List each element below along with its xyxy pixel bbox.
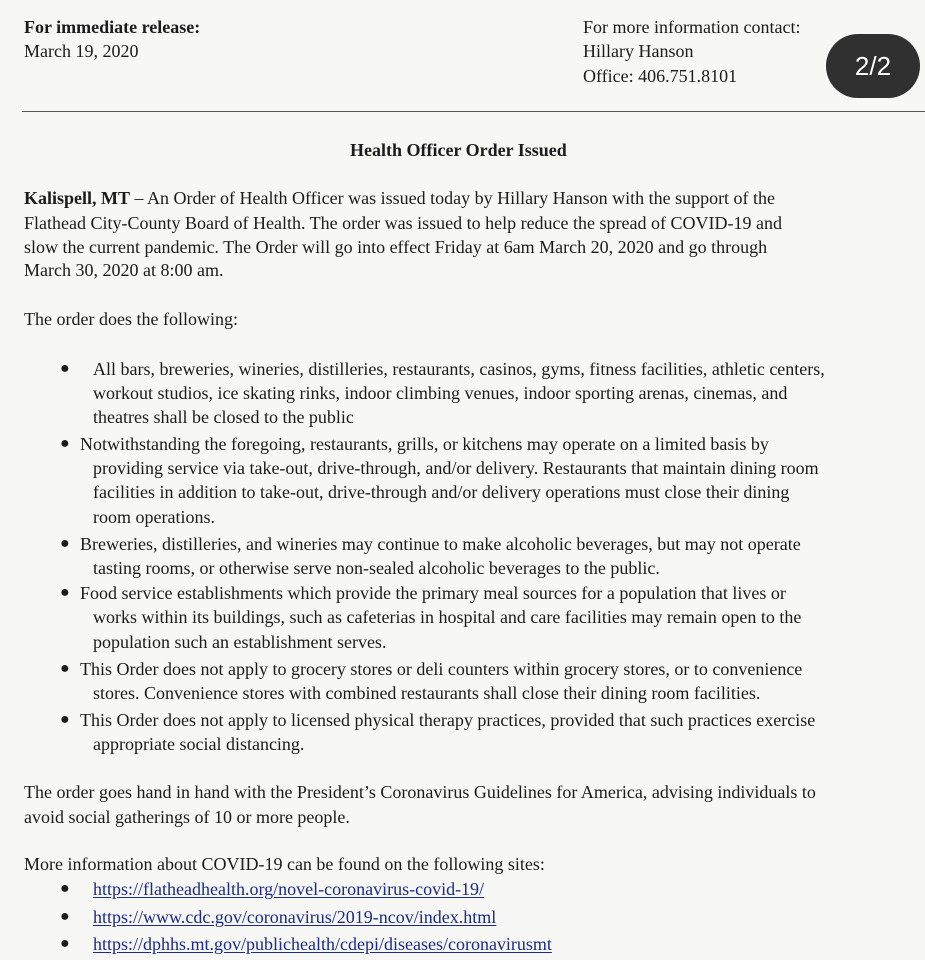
intro-line-2: Flathead City-County Board of Health. The order was issued to help reduce the spread of COVID-19 and — [24, 213, 782, 233]
list-item-cont: works within its buildings, such as cafeterias in hospital and care facilities may remain open to the — [93, 607, 802, 627]
bullet-dot: ● — [60, 360, 70, 377]
link-flathead-health[interactable]: https://flatheadhealth.org/novel-coronavirus-covid-19/ — [93, 879, 485, 899]
page-indicator-badge[interactable]: 2/2 — [826, 34, 920, 98]
list-item-cont: appropriate social distancing. — [93, 734, 305, 754]
list-item: Food service establishments which provide the primary meal sources for a population that lives or — [80, 583, 786, 603]
link-cdc[interactable]: https://www.cdc.gov/coronavirus/2019-ncov/index.html — [93, 907, 497, 927]
list-item-cont: stores. Convenience stores with combined restaurants shall close their dining room facilities. — [93, 683, 761, 703]
list-item-cont: tasting rooms, or otherwise serve non-sealed alcoholic beverages to the public. — [93, 558, 660, 578]
contact-label: For more information contact: — [583, 17, 801, 37]
order-intro: The order does the following: — [24, 309, 238, 329]
more-info-text: More information about COVID-19 can be found on the following sites: — [24, 854, 545, 874]
contact-name: Hillary Hanson — [583, 41, 694, 61]
bullet-dot: ● — [60, 908, 70, 925]
list-item-cont: theatres shall be closed to the public — [93, 407, 354, 427]
release-date: March 19, 2020 — [24, 41, 139, 61]
bullet-dot: ● — [60, 584, 70, 601]
bullet-dot: ● — [60, 711, 70, 728]
list-item-cont: population such an establishment serves. — [93, 632, 387, 652]
intro-line-3: slow the current pandemic. The Order will go into effect Friday at 6am March 20, 2020 and go through — [24, 237, 768, 257]
header-divider — [22, 111, 925, 112]
list-item: This Order does not apply to grocery stores or deli counters within grocery stores, or to convenience — [80, 659, 803, 679]
list-item-cont: providing service via take-out, drive-through, and/or delivery. Restaurants that maintain dining room — [93, 458, 819, 478]
dateline: Kalispell, MT — [24, 188, 131, 208]
closing-line-1: The order goes hand in hand with the President’s Coronavirus Guidelines for America, advising individuals to — [24, 782, 816, 802]
page-title: Health Officer Order Issued — [350, 140, 567, 160]
intro-line-1: Kalispell, MT – An Order of Health Officer was issued today by Hillary Hanson with the support of the — [24, 188, 776, 208]
list-item: All bars, breweries, wineries, distilleries, restaurants, casinos, gyms, fitness facilities, athletic centers, — [93, 359, 825, 379]
closing-line-2: avoid social gatherings of 10 or more people. — [24, 807, 350, 827]
list-item-cont: room operations. — [93, 507, 215, 527]
intro-line-4: March 30, 2020 at 8:00 am. — [24, 260, 224, 280]
bullet-dot: ● — [60, 535, 70, 552]
list-item: Breweries, distilleries, and wineries may continue to make alcoholic beverages, but may not operate — [80, 534, 801, 554]
release-label: For immediate release: — [24, 17, 201, 37]
list-item: Notwithstanding the foregoing, restaurants, grills, or kitchens may operate on a limited basis by — [80, 434, 769, 454]
bullet-dot: ● — [60, 660, 70, 677]
bullet-dot: ● — [60, 935, 70, 952]
link-dphhs[interactable]: https://dphhs.mt.gov/publichealth/cdepi/diseases/coronavirusmt — [93, 934, 552, 954]
bullet-dot: ● — [60, 435, 70, 452]
bullet-dot: ● — [60, 880, 70, 897]
list-item-cont: workout studios, ice skating rinks, indoor climbing venues, indoor sporting arenas, cinemas, and — [93, 383, 788, 403]
list-item: This Order does not apply to licensed physical therapy practices, provided that such practices exercise — [80, 710, 816, 730]
list-item-cont: facilities in addition to take-out, drive-through and/or delivery operations must close their dining — [93, 482, 790, 502]
contact-office: Office: 406.751.8101 — [583, 66, 738, 86]
